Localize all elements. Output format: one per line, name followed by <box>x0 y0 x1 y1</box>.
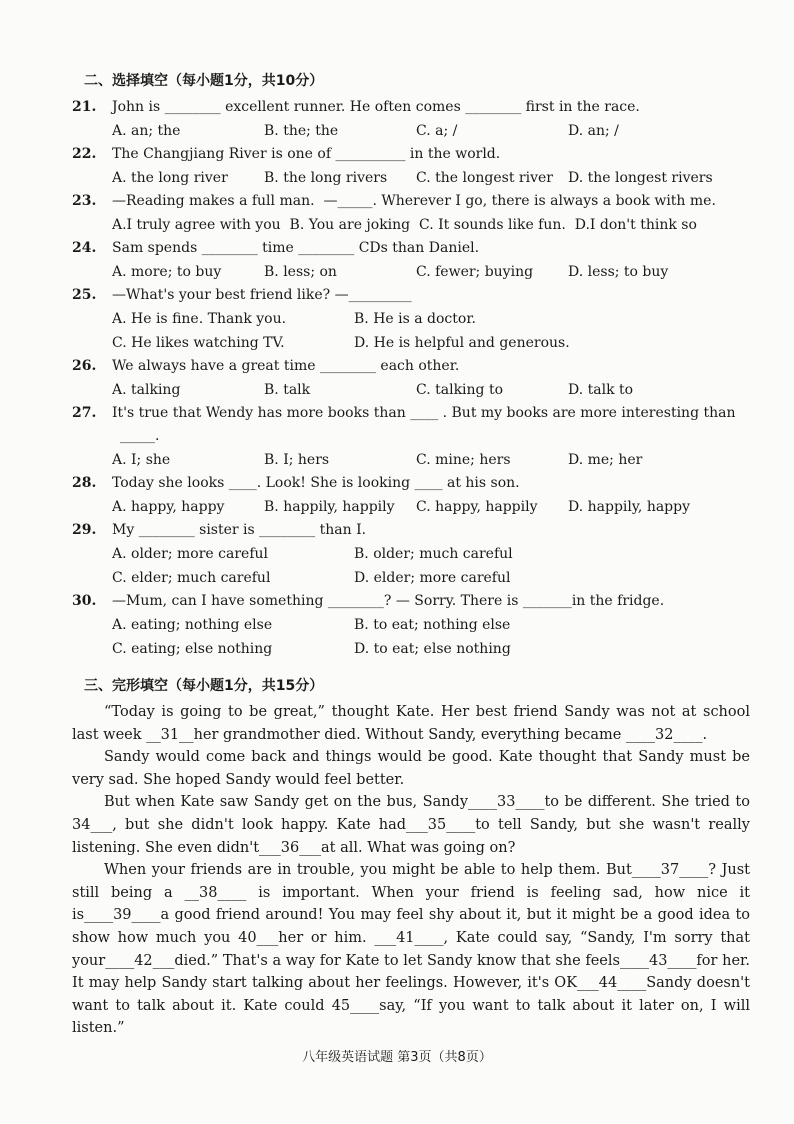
answer-option: D. happily, happy <box>568 499 691 515</box>
answer-option: D. me; her <box>568 452 643 468</box>
section-choice-title: 二、选择填空（每小题1分，共10分） <box>84 73 324 89</box>
answer-option: B. I; hers <box>264 452 330 468</box>
question-number: 30. <box>72 593 97 609</box>
question-list <box>72 96 750 661</box>
question-item <box>72 237 750 284</box>
answer-option: C. elder; much careful <box>112 570 271 586</box>
option-row <box>72 495 750 519</box>
option-row <box>72 307 750 331</box>
option-row <box>72 213 750 237</box>
question-number: 25. <box>72 287 97 303</box>
answer-option: A. talking <box>112 382 181 398</box>
question-item <box>72 519 750 590</box>
cloze-paragraph: “Today is going to be great,” thought Kate. Her best friend Sandy was not at school last week __31__her grandmother died. Without Sandy, everything became ____32____. <box>72 704 750 743</box>
answer-option: A. eating; nothing else <box>112 617 273 633</box>
option-row <box>72 637 750 661</box>
answer-option: A. happy, happy <box>112 499 225 515</box>
answer-option: A. older; more careful <box>112 546 268 562</box>
answer-option: C. He likes watching TV. <box>112 335 285 351</box>
option-row <box>72 119 750 143</box>
answer-option: B. to eat; nothing else <box>354 617 511 633</box>
question-text: It's true that Wendy has more books than ____ . But my books are more interesting than <box>112 405 736 421</box>
question-number: 24. <box>72 240 97 256</box>
answer-option: C. mine; hers <box>416 452 511 468</box>
question-number: 29. <box>72 522 97 538</box>
answer-option: D. the longest rivers <box>568 170 713 186</box>
answer-option: B. the long rivers <box>264 170 388 186</box>
question-item <box>72 590 750 661</box>
answer-option: C. the longest river <box>416 170 553 186</box>
answer-option: B. talk <box>264 382 311 398</box>
question-item <box>72 284 750 355</box>
question-text: Sam spends ________ time ________ CDs than Daniel. <box>112 240 480 256</box>
option-row <box>72 566 750 590</box>
question-stem <box>72 237 750 260</box>
section-cloze-title: 三、完形填空（每小题1分，共15分） <box>84 678 324 694</box>
answer-option: D. talk to <box>568 382 634 398</box>
answer-option: D. elder; more careful <box>354 570 511 586</box>
option-row <box>72 613 750 637</box>
answer-option: D. to eat; else nothing <box>354 641 511 657</box>
cloze-paragraph: Sandy would come back and things would be good. Kate thought that Sandy must be very sad. She hoped Sandy would feel better. <box>72 749 750 788</box>
question-stem <box>72 96 750 119</box>
question-item <box>72 190 750 237</box>
answer-option: B. older; much careful <box>354 546 513 562</box>
answer-option: D. less; to buy <box>568 264 669 280</box>
question-number: 21. <box>72 99 97 115</box>
answer-option: A. He is fine. Thank you. <box>112 311 287 327</box>
question-text: Today she looks ____. Look! She is looking ____ at his son. <box>112 475 520 491</box>
question-text: We always have a great time ________ each other. <box>112 358 460 374</box>
answer-option: B. happily, happily <box>264 499 395 515</box>
answer-option: D. an; / <box>568 123 619 139</box>
question-stem <box>72 143 750 166</box>
option-row <box>72 331 750 355</box>
answer-option: D. He is helpful and generous. <box>354 335 570 351</box>
question-text: My ________ sister is ________ than I. <box>112 522 367 538</box>
question-stem <box>72 190 750 213</box>
question-text: —Mum, can I have something ________? — Sorry. There is _______in the fridge. <box>112 593 665 609</box>
answer-option: B. He is a doctor. <box>354 311 476 327</box>
question-item <box>72 143 750 190</box>
cloze-passage <box>72 701 750 1040</box>
cloze-paragraph: When your friends are in trouble, you might be able to help them. But____37____? Just still being a __38____ is important. When your friend is feeling sad, how nice it is____39____a good friend around! You may feel shy about it, but it might be a good idea to show how much you 40___her or him. ___41____, Kate could say, “Sandy, I'm sorry that your____42___died.” That's a way for Kate to let Sandy know that she feels____43____for her. It may help Sandy start talking about her feelings. However, it's OK___44____Sandy doesn't want to talk about it. Kate could 45____say, “If you want to talk about it later on, I will listen.” <box>72 862 750 1037</box>
answer-option: B. less; on <box>264 264 337 280</box>
answer-option: C. happy, happily <box>416 499 538 515</box>
option-row <box>72 166 750 190</box>
question-stem <box>72 590 750 613</box>
question-item <box>72 355 750 402</box>
question-item <box>72 402 750 472</box>
answer-option: C. eating; else nothing <box>112 641 273 657</box>
question-number: 23. <box>72 193 97 209</box>
option-row <box>72 542 750 566</box>
question-stem <box>72 355 750 378</box>
question-stem <box>72 402 750 425</box>
question-number: 27. <box>72 405 97 421</box>
cloze-paragraph: But when Kate saw Sandy get on the bus, Sandy____33____to be different. She tried to 34___, but she didn't look happy. Kate had___35____to tell Sandy, but she wasn't really listening. She even didn't___36___at all. What was going on? <box>72 794 750 856</box>
question-text-continued: _____. <box>120 428 160 444</box>
page-footer: 八年级英语试题 第3页（共8页） <box>302 1050 492 1065</box>
option-row <box>72 448 750 472</box>
answer-option: C. a; / <box>416 123 458 139</box>
answer-option: A. the long river <box>112 170 228 186</box>
answer-option: A.I truly agree with you B. You are joking C. It sounds like fun. D.I don't think so <box>112 217 697 233</box>
answer-option: C. talking to <box>416 382 504 398</box>
question-item <box>72 472 750 519</box>
question-number: 26. <box>72 358 97 374</box>
answer-option: A. more; to buy <box>112 264 222 280</box>
answer-option: B. the; the <box>264 123 339 139</box>
answer-option: A. I; she <box>112 452 171 468</box>
option-row <box>72 378 750 402</box>
option-row <box>72 260 750 284</box>
question-stem <box>72 284 750 307</box>
question-item <box>72 96 750 143</box>
question-stem <box>72 519 750 542</box>
answer-option: C. fewer; buying <box>416 264 534 280</box>
question-text: —Reading makes a full man. —_____. Wherever I go, there is always a book with me. <box>112 193 716 209</box>
question-number: 22. <box>72 146 97 162</box>
question-text: John is ________ excellent runner. He often comes ________ first in the race. <box>112 99 640 115</box>
answer-option: A. an; the <box>112 123 181 139</box>
question-text: —What's your best friend like? —_________ <box>112 287 412 303</box>
question-number: 28. <box>72 475 97 491</box>
question-stem <box>72 472 750 495</box>
question-text: The Changjiang River is one of __________ in the world. <box>112 146 501 162</box>
